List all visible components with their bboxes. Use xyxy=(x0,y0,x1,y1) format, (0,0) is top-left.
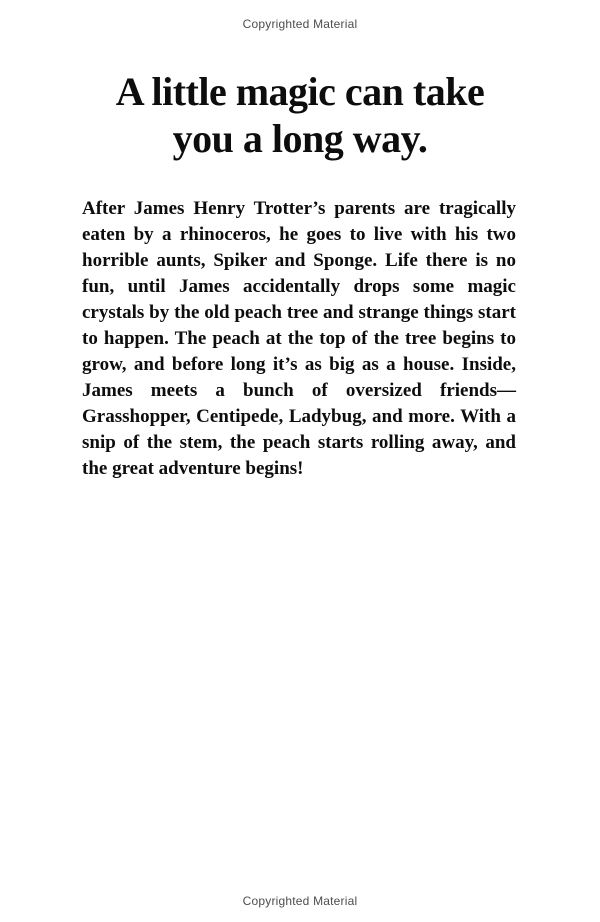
copyright-notice-bottom: Copyrighted Material xyxy=(242,894,358,908)
title-line-1: A little magic can take xyxy=(115,69,485,114)
page-title xyxy=(0,68,600,162)
synopsis-paragraph: After James Henry Trotter’s parents are tragically eaten by a rhinoceros, he goes to live with his two horrible aunts, Spiker and Sponge. Life there is no fun, until James accidentally drops some magic crystals by the old peach tree and strange things start to happen. The peach at the top of the tree begins to grow, and before long it’s as big as a house. Inside, James meets a bunch of oversized friends—Grasshopper, Centipede, Ladybug, and more. With a snip of the stem, the peach starts rolling away, and the great adventure begins! xyxy=(82,198,516,479)
copyright-notice-top: Copyrighted Material xyxy=(242,17,358,31)
title-line-2: you a long way. xyxy=(172,116,428,161)
